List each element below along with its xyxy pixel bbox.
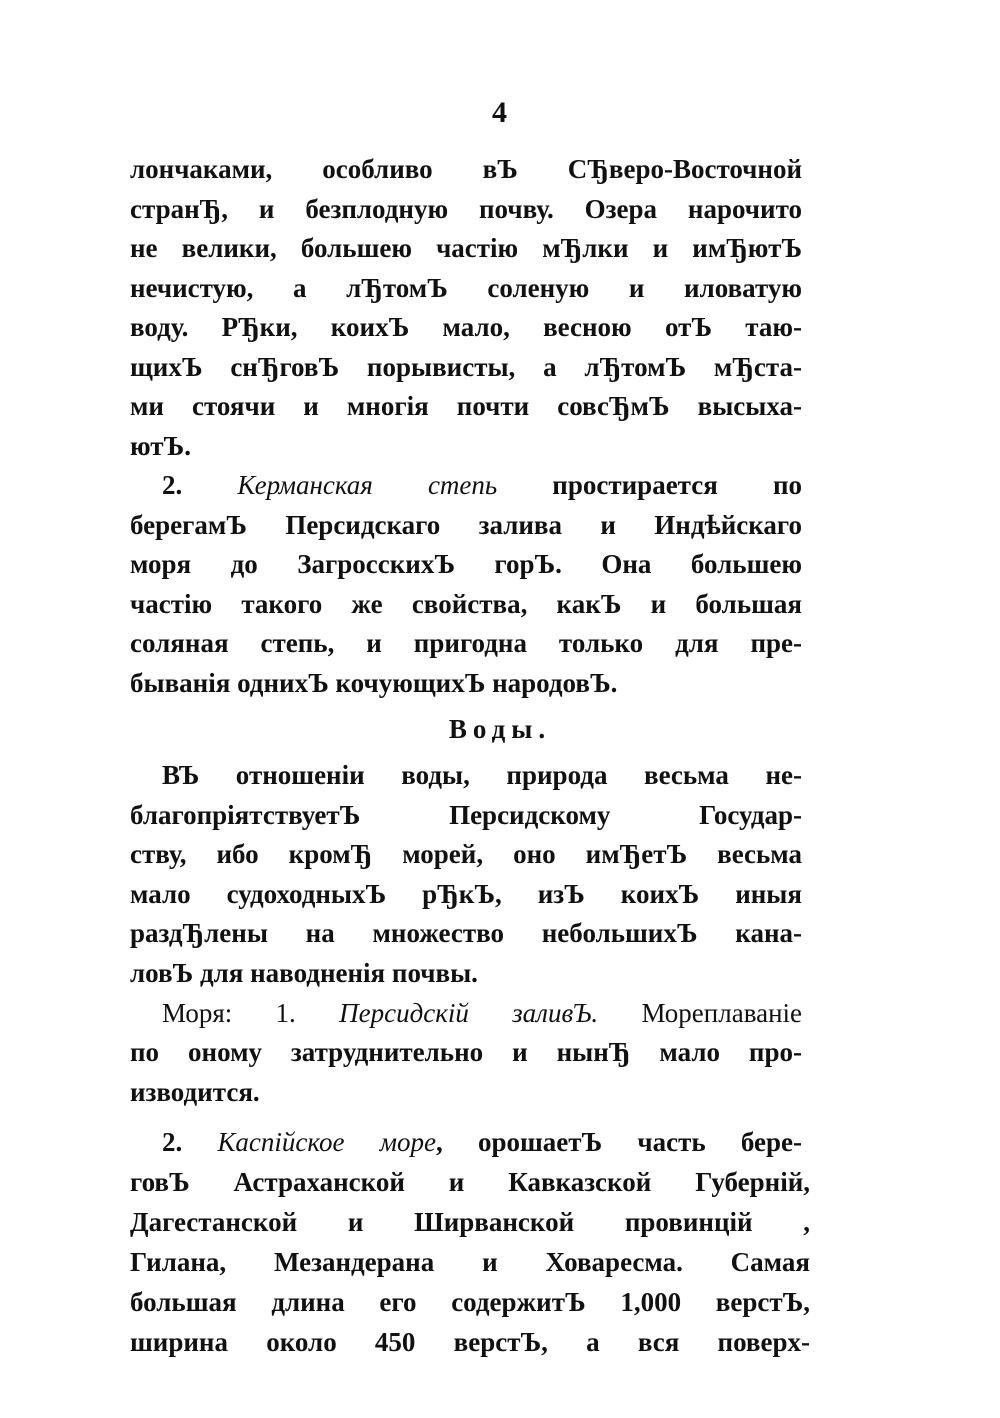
- paragraph-number: 2.: [162, 470, 183, 500]
- text-line: ширина около 450 верстЪ, а вся поверх-: [130, 1327, 810, 1357]
- text-line: быванія однихЪ кочующихЪ народовЪ.: [130, 668, 618, 698]
- text-line: ВЪ отношеніи воды, природа весьма не-: [162, 760, 802, 790]
- text-line: по оному затруднительно и нынЂ мало про-: [130, 1037, 802, 1067]
- text-line: мало судоходныхЪ рЂкЪ, изЪ коихЪ иныя: [130, 879, 802, 909]
- text-line: соляная степь, и пригодна только для пре-: [130, 628, 802, 658]
- text-span: Моря: 1.: [162, 998, 296, 1028]
- text-line: частію такого же свойства, какЪ и большая: [130, 589, 802, 619]
- text-line: Дагестанской и Ширванской провинцій ,: [130, 1207, 810, 1237]
- text-span: , орошаетЪ часть бере-: [435, 1127, 803, 1157]
- paragraph-first-line: [162, 1125, 802, 1159]
- italic-term: Каспійское море: [217, 1127, 436, 1157]
- text-line: раздЂлены на множество небольшихЪ кана-: [130, 918, 802, 948]
- page-number: 4: [492, 96, 508, 129]
- text-line: благопріятствуетЪ Персидскому Государ-: [130, 800, 802, 830]
- text-line: воду. РЂки, коихЪ мало, весною отЪ таю-: [130, 312, 802, 342]
- text-span: Мореплаваніе: [641, 998, 803, 1028]
- text-line: моря до ЗагросскихЪ горЪ. Она большею: [130, 549, 802, 579]
- text-line: ловЪ для наводненія почвы.: [130, 958, 478, 988]
- text-line: не велики, большею частію мЂлки и имЂютЪ: [130, 233, 802, 263]
- text-line: большая длина его содержитЪ 1,000 верстЪ,: [130, 1287, 810, 1317]
- text-span: простирается по: [552, 470, 802, 500]
- text-line: лончаками, особливо вЪ СЂверо-Восточной: [130, 154, 802, 184]
- paragraph-number: 2.: [162, 1127, 183, 1157]
- text-line: нечистую, а лЂтомЪ соленую и иловатую: [130, 273, 802, 303]
- italic-term: Персидскій заливЪ.: [339, 998, 599, 1028]
- section-heading: Воды.: [448, 714, 552, 744]
- text-line: ству, ибо кромЂ морей, оно имЂетЪ весьма: [130, 839, 802, 869]
- text-line: ми стоячи и многія почти совсЂмЪ высыха-: [130, 391, 802, 421]
- text-line: щихЪ снЂговЪ порывисты, а лЂтомЪ мЂста-: [130, 352, 802, 382]
- italic-term: Керманская степь: [237, 470, 498, 500]
- paragraph-first-line: [162, 468, 802, 502]
- text-line: изводится.: [130, 1077, 260, 1107]
- text-line: странЂ, и безплодную почву. Озера нарочито: [130, 194, 802, 224]
- text-line: говЪ Астраханской и Кавказской Губерній,: [130, 1167, 810, 1197]
- text-line: ютЪ.: [130, 431, 191, 461]
- paragraph-first-line: [162, 996, 802, 1030]
- text-line: берегамЪ Персидскаго залива и Индѣйскаго: [130, 510, 802, 540]
- text-line: Гилана, Мезандерана и Ховаресма. Самая: [130, 1247, 810, 1277]
